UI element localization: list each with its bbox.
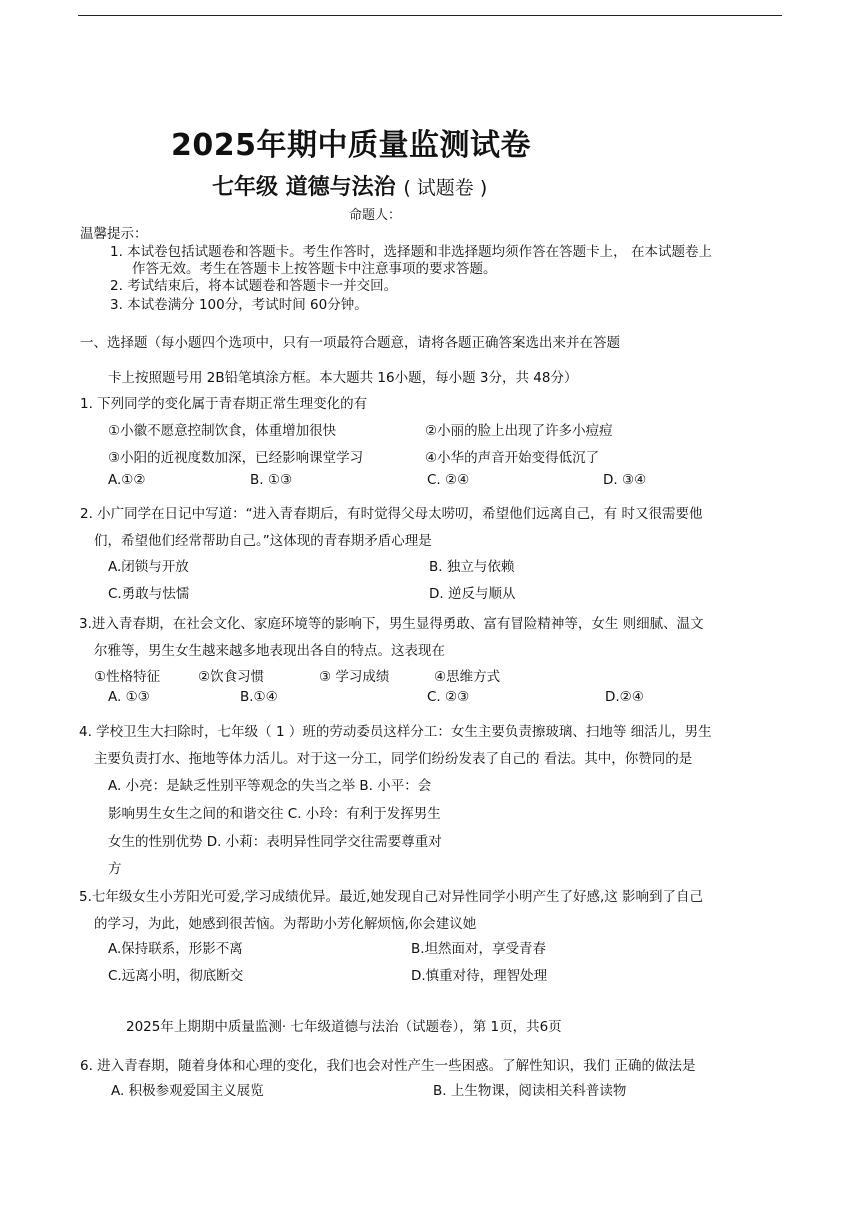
- question-stem: 3.进入青春期，在社会文化、家庭环境等的影响下，男生显得勇敢、富有冒险精神等，女生 则细腻、温文: [79, 616, 704, 632]
- option-a: A. 积极参观爱国主义展览: [111, 1083, 264, 1099]
- option-c: C. ②④: [427, 472, 470, 488]
- option-d: D.②④: [605, 689, 644, 705]
- statement: ③小阳的近视度数加深，已经影响课堂学习: [108, 450, 364, 466]
- option-b: B.①④: [240, 689, 278, 705]
- tip-line: 1. 本试卷包括试题卷和答题卡。考生作答时，选择题和非选择题均须作答在答题卡上， 在本试题卷上: [110, 244, 712, 260]
- option-line: 方: [108, 861, 122, 877]
- page-footer: 2025年上期期中质量监测· 七年级道德与法治（试题卷），第 1页，共6页: [126, 1019, 562, 1035]
- option-d: D. 逆反与顺从: [429, 586, 516, 602]
- question-stem-cont: 的学习，为此，她感到很苦恼。为帮助小芳化解烦恼,你会建议她: [94, 916, 477, 932]
- author-label: 命题人：: [349, 208, 402, 223]
- tips-heading: 温馨提示：: [80, 226, 148, 242]
- statement: ③ 学习成绩: [319, 669, 390, 685]
- statement: ①性格特征: [94, 669, 161, 685]
- subtitle-main: 七年级 道德与法治: [212, 175, 396, 200]
- option-a: A.保持联系，形影不离: [108, 941, 243, 957]
- option-line: 影响男生女生之间的和谐交往 C. 小玲：有利于发挥男生: [108, 806, 441, 822]
- question-stem-cont: 主要负责打水、拖地等体力活儿。对于这一分工，同学们纷纷发表了自己的 看法。其中，你赞同的是: [94, 751, 693, 767]
- section-heading: 一、选择题（每小题四个选项中，只有一项最符合题意，请将各题正确答案选出来并在答题: [80, 335, 620, 351]
- question-stem: 6. 进入青春期，随着身体和心理的变化，我们也会对性产生一些困惑。了解性知识，我们 正确的做法是: [80, 1058, 696, 1074]
- option-line: 女生的性别优势 D. 小莉：表明异性同学交往需要尊重对: [108, 834, 442, 850]
- option-c: C.远离小明，彻底断交: [108, 968, 244, 984]
- question-stem: 2. 小广同学在日记中写道：“进入青春期后，有时觉得父母太唠叨，希望他们远离自己，有 时又很需要他: [80, 506, 703, 522]
- option-d: D. ③④: [603, 472, 647, 488]
- option-d: D.慎重对待，理智处理: [411, 968, 548, 984]
- option-line: A. 小亮：是缺乏性别平等观念的失当之举 B. 小平：会: [108, 778, 432, 794]
- option-b: B. ①③: [250, 472, 293, 488]
- question-stem-cont: 们，希望他们经常帮助自己。”这体现的青春期矛盾心理是: [94, 533, 432, 549]
- option-c: C.勇敢与怯懦: [108, 586, 190, 602]
- option-a: A.闭锁与开放: [108, 559, 189, 575]
- option-b: B. 上生物课，阅读相关科普读物: [433, 1083, 627, 1099]
- option-c: C. ②③: [427, 689, 470, 705]
- tip-line: 作答无效。考生在答题卡上按答题卡中注意事项的要求答题。: [132, 261, 497, 277]
- statement: ②饮食习惯: [198, 669, 265, 685]
- statement: ④小华的声音开始变得低沉了: [425, 450, 600, 466]
- option-a: A. ①③: [108, 689, 150, 705]
- statement: ①小徽不愿意控制饮食，体重增加很快: [108, 423, 337, 439]
- exam-title: 2025年期中质量监测试卷: [171, 128, 531, 163]
- section-heading-cont: 卡上按照题号用 2B铅笔填涂方框。本大题共 16小题，每小题 3分，共 48分）: [108, 370, 578, 386]
- option-a: A.①②: [108, 472, 146, 488]
- question-stem: 4. 学校卫生大扫除时，七年级（ 1 ）班的劳动委员这样分工：女生主要负责擦玻璃、扫地等 细活儿，男生: [79, 724, 712, 740]
- subtitle-paren: ( 试题卷 ): [403, 177, 488, 199]
- tip-line: 2. 考试结束后，将本试题卷和答题卡一并交回。: [110, 278, 398, 294]
- top-rule: [78, 15, 782, 16]
- statement: ④思维方式: [434, 669, 501, 685]
- question-stem-cont: 尔雅等，男生女生越来越多地表现出各自的特点。这表现在: [94, 643, 445, 659]
- question-stem: 5.七年级女生小芳阳光可爱,学习成绩优异。最近,她发现自己对异性同学小明产生了好感,这 影响到了自己: [79, 889, 704, 905]
- statement: ②小丽的脸上出现了许多小痘痘: [425, 423, 613, 439]
- option-b: B.坦然面对，享受青春: [411, 941, 547, 957]
- exam-subtitle: [212, 170, 487, 201]
- option-b: B. 独立与依赖: [429, 559, 515, 575]
- tip-line: 3. 本试卷满分 100分，考试时间 60分钟。: [110, 297, 368, 313]
- question-stem: 1. 下列同学的变化属于青春期正常生理变化的有: [80, 396, 368, 412]
